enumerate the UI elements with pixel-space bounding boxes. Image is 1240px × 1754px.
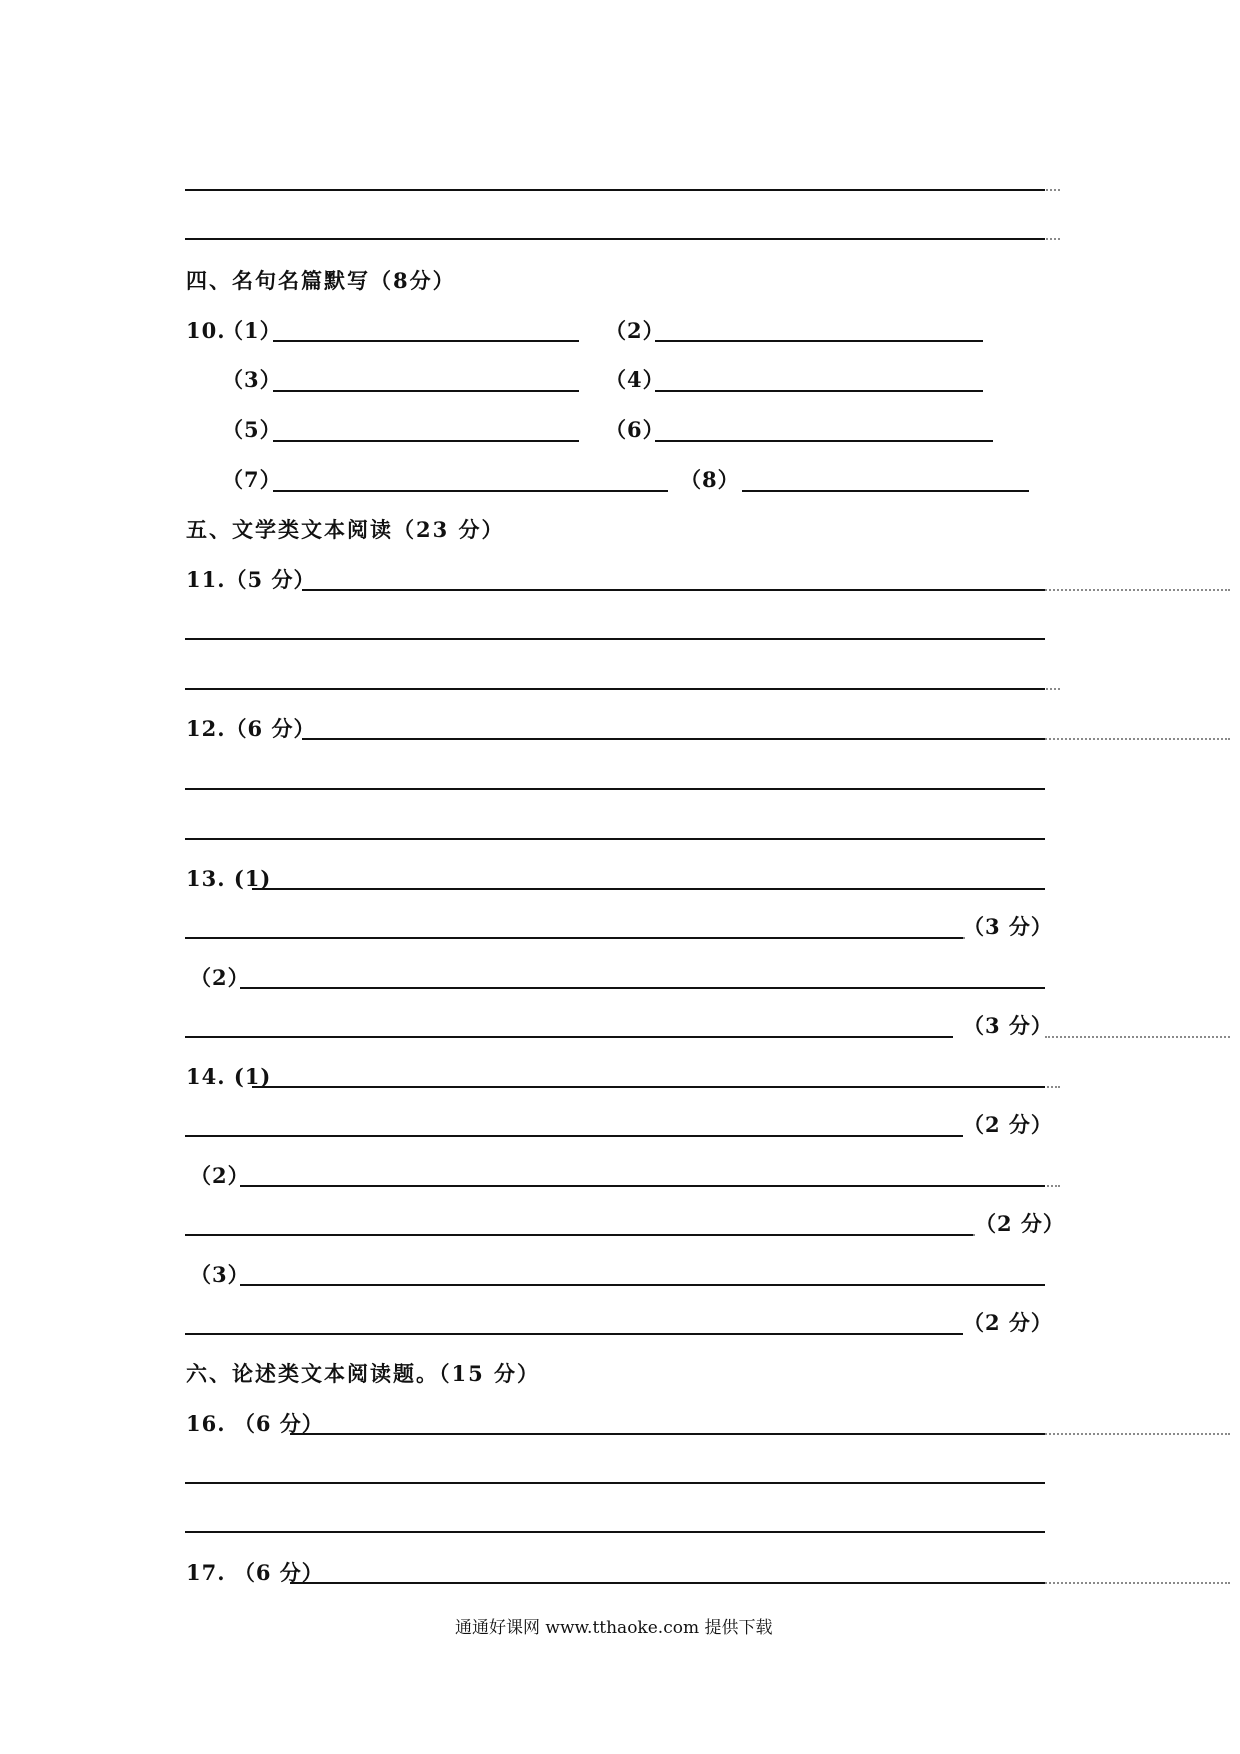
score-label: （2 分） (963, 1112, 1053, 1137)
answer-line[interactable] (185, 238, 1045, 240)
answer-line[interactable] (252, 888, 1045, 890)
sub-question-label: （2） (190, 965, 250, 990)
question-label-11: 11.（5 分） (186, 567, 316, 592)
question-label-14: 14. (1) (186, 1064, 272, 1089)
blank-label: （1） (222, 318, 282, 343)
blank-label: （5） (222, 417, 282, 442)
answer-line[interactable] (185, 1036, 953, 1038)
question-number-10: 10. (186, 318, 226, 343)
leader-dots (1045, 1036, 1230, 1038)
question-label-16: 16. （6 分） (186, 1411, 324, 1436)
answer-line[interactable] (185, 638, 1045, 640)
answer-line[interactable] (290, 1433, 1045, 1435)
answer-line[interactable] (185, 189, 1045, 191)
blank-label: （7） (222, 467, 282, 492)
blank-line-2[interactable] (655, 340, 983, 342)
answer-line[interactable] (290, 1582, 1045, 1584)
answer-line[interactable] (185, 937, 963, 939)
question-label-13: 13. (1) (186, 866, 272, 891)
blank-label: （6） (605, 417, 665, 442)
sub-question-label: （3） (190, 1262, 250, 1287)
question-label-17: 17. （6 分） (186, 1560, 324, 1585)
answer-line[interactable] (185, 788, 1045, 790)
section-heading-5: 五、文学类文本阅读（23 分） (186, 517, 505, 542)
blank-line-3[interactable] (273, 390, 579, 392)
answer-line[interactable] (302, 738, 1045, 740)
blank-label: （3） (222, 367, 282, 392)
answer-line[interactable] (302, 589, 1045, 591)
score-label: （3 分） (963, 1013, 1053, 1038)
score-label: （2 分） (975, 1211, 1065, 1236)
section-heading-6: 六、论述类文本阅读题。（15 分） (186, 1361, 541, 1386)
answer-line[interactable] (240, 1185, 1045, 1187)
answer-line[interactable] (185, 838, 1045, 840)
answer-line[interactable] (185, 1135, 963, 1137)
blank-line-6[interactable] (655, 440, 993, 442)
answer-line[interactable] (185, 1333, 963, 1335)
answer-line[interactable] (185, 1482, 1045, 1484)
blank-line-7[interactable] (273, 490, 668, 492)
blank-label: （8） (680, 467, 740, 492)
blank-line-8[interactable] (742, 490, 1029, 492)
section-heading-4: 四、名句名篇默写（8分） (186, 268, 456, 293)
answer-line[interactable] (240, 1284, 1045, 1286)
score-label: （2 分） (963, 1310, 1053, 1335)
blank-label: （2） (605, 318, 665, 343)
blank-line-4[interactable] (655, 390, 983, 392)
blank-line-5[interactable] (273, 440, 579, 442)
footer-text: 通通好课网 www.tthaoke.com 提供下载 (455, 1618, 773, 1638)
answer-line[interactable] (252, 1086, 1045, 1088)
score-label: （3 分） (963, 914, 1053, 939)
question-label-12: 12.（6 分） (186, 716, 316, 741)
answer-line[interactable] (240, 987, 1045, 989)
answer-line[interactable] (185, 688, 1045, 690)
answer-line[interactable] (185, 1234, 973, 1236)
blank-label: （4） (605, 367, 665, 392)
sub-question-label: （2） (190, 1163, 250, 1188)
answer-line[interactable] (185, 1531, 1045, 1533)
blank-line-1[interactable] (273, 340, 579, 342)
